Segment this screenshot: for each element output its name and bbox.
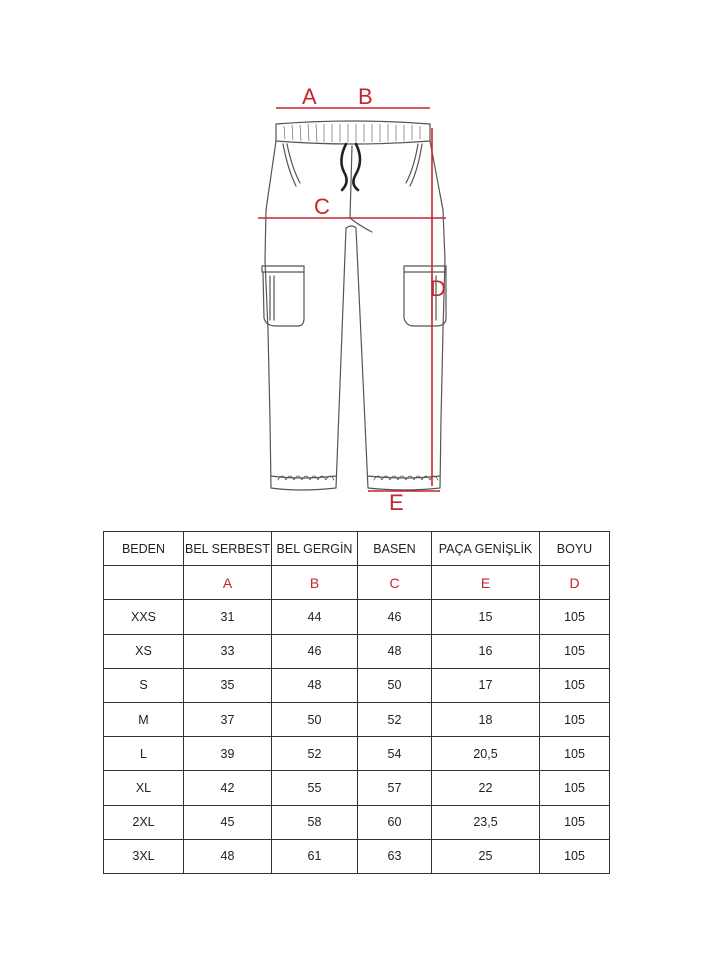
value-cell: 39 xyxy=(184,737,272,771)
value-cell: 50 xyxy=(358,668,432,702)
value-cell: 31 xyxy=(184,600,272,634)
size-cell: M xyxy=(104,702,184,736)
label-c: C xyxy=(314,194,330,219)
code-cell: E xyxy=(432,566,540,600)
value-cell: 105 xyxy=(540,805,610,839)
value-cell: 37 xyxy=(184,702,272,736)
table-row xyxy=(104,668,610,702)
value-cell: 20,5 xyxy=(432,737,540,771)
table-row xyxy=(104,634,610,668)
value-cell: 50 xyxy=(272,702,358,736)
size-cell: XXS xyxy=(104,600,184,634)
value-cell: 45 xyxy=(184,805,272,839)
value-cell: 57 xyxy=(358,771,432,805)
value-cell: 33 xyxy=(184,634,272,668)
table-row xyxy=(104,702,610,736)
size-cell: 3XL xyxy=(104,839,184,873)
code-cell: D xyxy=(540,566,610,600)
table-row xyxy=(104,771,610,805)
value-cell: 18 xyxy=(432,702,540,736)
header-cell: BOYU xyxy=(540,532,610,566)
header-cell: BEDEN xyxy=(104,532,184,566)
table-row xyxy=(104,600,610,634)
value-cell: 105 xyxy=(540,771,610,805)
header-cell: BEL GERGİN xyxy=(272,532,358,566)
label-e: E xyxy=(389,490,404,515)
code-cell: B xyxy=(272,566,358,600)
code-cell xyxy=(104,566,184,600)
value-cell: 16 xyxy=(432,634,540,668)
table-row xyxy=(104,805,610,839)
value-cell: 60 xyxy=(358,805,432,839)
value-cell: 46 xyxy=(358,600,432,634)
value-cell: 61 xyxy=(272,839,358,873)
value-cell: 58 xyxy=(272,805,358,839)
value-cell: 105 xyxy=(540,839,610,873)
header-row xyxy=(104,532,610,566)
value-cell: 63 xyxy=(358,839,432,873)
header-cell: BASEN xyxy=(358,532,432,566)
label-b: B xyxy=(358,84,373,109)
table-row xyxy=(104,839,610,873)
table-row xyxy=(104,737,610,771)
value-cell: 54 xyxy=(358,737,432,771)
value-cell: 15 xyxy=(432,600,540,634)
label-d: D xyxy=(430,276,446,301)
value-cell: 17 xyxy=(432,668,540,702)
value-cell: 105 xyxy=(540,600,610,634)
size-cell: XS xyxy=(104,634,184,668)
value-cell: 42 xyxy=(184,771,272,805)
value-cell: 52 xyxy=(272,737,358,771)
value-cell: 48 xyxy=(184,839,272,873)
value-cell: 48 xyxy=(272,668,358,702)
value-cell: 105 xyxy=(540,737,610,771)
value-cell: 48 xyxy=(358,634,432,668)
size-chart-table xyxy=(103,531,610,874)
label-a: A xyxy=(302,84,317,109)
size-cell: 2XL xyxy=(104,805,184,839)
header-cell: BEL SERBEST xyxy=(184,532,272,566)
value-cell: 35 xyxy=(184,668,272,702)
value-cell: 105 xyxy=(540,702,610,736)
value-cell: 22 xyxy=(432,771,540,805)
code-row xyxy=(104,566,610,600)
value-cell: 44 xyxy=(272,600,358,634)
value-cell: 105 xyxy=(540,668,610,702)
size-cell: XL xyxy=(104,771,184,805)
value-cell: 55 xyxy=(272,771,358,805)
header-cell: PAÇA GENİŞLİK xyxy=(432,532,540,566)
code-cell: A xyxy=(184,566,272,600)
value-cell: 23,5 xyxy=(432,805,540,839)
value-cell: 105 xyxy=(540,634,610,668)
value-cell: 52 xyxy=(358,702,432,736)
size-cell: L xyxy=(104,737,184,771)
value-cell: 46 xyxy=(272,634,358,668)
code-cell: C xyxy=(358,566,432,600)
value-cell: 25 xyxy=(432,839,540,873)
size-cell: S xyxy=(104,668,184,702)
